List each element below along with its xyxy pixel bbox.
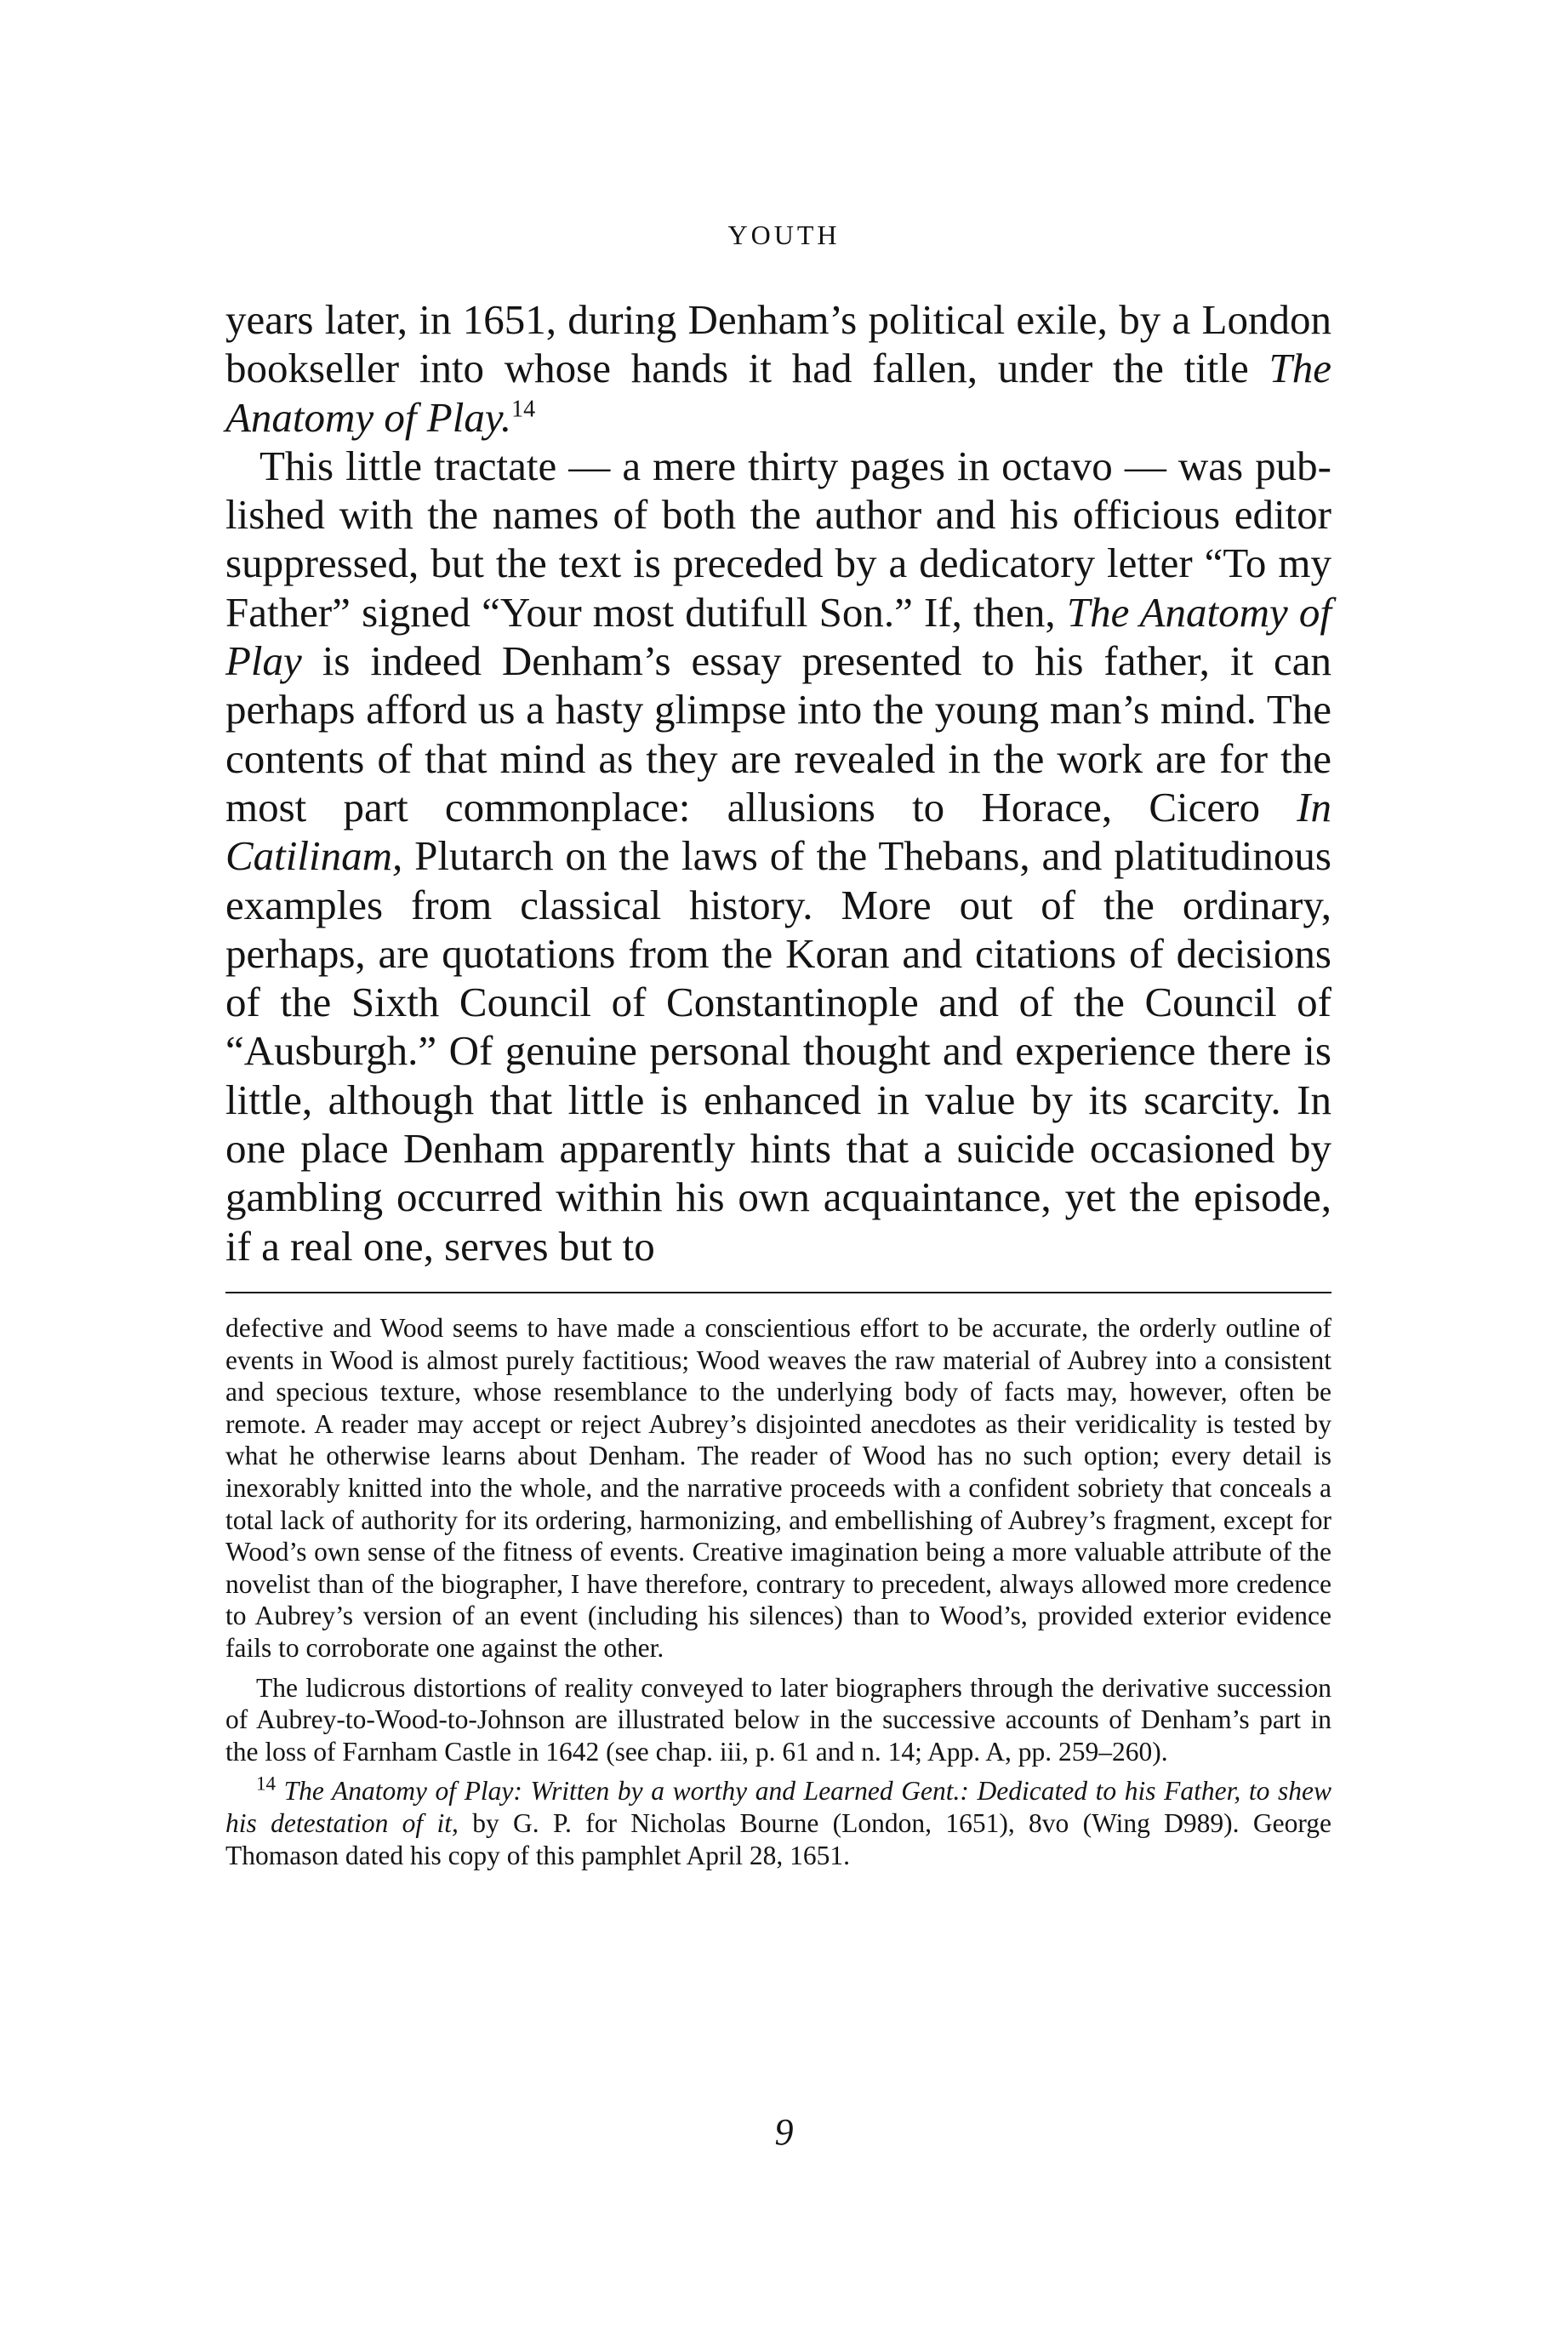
paragraph-2-part-c: Plutarch on the laws of the Thebans, and platitudinous examples from classical history. More out of the ordinary, perhaps, are quotations from the Koran and citations of decisions of the Sixth Council of Constantinople and of the Council of “Ausburgh.” Of genuine personal thought and experience there is little, although that little is enhanced in value by its scarcity. In one place Denham apparently hints that a suicide occasioned by gambling occurred within his own acquaintance, yet the episode, if a real one, serves but to: [225, 832, 1331, 1270]
footnote-reference-14: 14: [511, 396, 536, 423]
work-title-catilinam: In Catilinam,: [225, 783, 1331, 880]
footnote-14: [225, 1775, 1331, 1871]
footnotes: [225, 1312, 1331, 1871]
footnote-14-title: The Anatomy of Play: Written by a worthy and Learned Gent.: Dedicated to his Father, to shew his detestation of it,: [225, 1776, 1332, 1838]
footnote-14-text: by G. P. for Nicholas Bourne (London, 1651), 8vo (Wing D989). George Thomason dated his copy of this pamphlet April 28, 1651.: [225, 1807, 1331, 1870]
paragraph-1: [225, 295, 1331, 442]
main-text: [225, 295, 1331, 1270]
book-title: The Anatomy of Play.: [225, 345, 1331, 441]
running-head: YOUTH: [727, 220, 841, 250]
footnote-number-14: 14: [256, 1773, 276, 1795]
footnote-continuation: defective and Wood seems to have made a conscientious effort to be accurate, the orderly outline of events in Wood is almost purely factitious; Wood weaves the raw material of Aubrey into a consistent and specious texture, whose resemblance to the underlying body of facts may, however, often be remote. A reader may accept or reject Aubrey’s disjointed anecdotes as their veridicality is tested by what he otherwise learns about Denham. The reader of Wood has no such option; every detail is inexorably knitted into the whole, and the narrative proceeds with a confident sobriety that conceals a total lack of authority for its ordering, harmonizing, and embellishing of Aubrey’s fragment, except for Wood’s own sense of the fitness of events. Creative imagination being a more valuable attribute of the novelist than of the biographer, I have therefore, contrary to precedent, always allowed more credence to Aubrey’s version of an event (including his silences) than to Wood’s, provided exterior evidence fails to corroborate one against the other.: [225, 1313, 1331, 1663]
paragraph-2-part-a: This little tractate — a mere thirty pages in octavo — was published with the names of both the author and his officious editor suppressed, but the text is preceded by a dedicatory letter “To my Father” signed “Your most dutifull Son.” If, then,: [225, 442, 1331, 636]
footnote-paragraph-2: The ludicrous distortions of reality conveyed to later biographers through the derivative succession of Aubrey-to-Wood-to-Johnson are illustrated below in the successive accounts of Denham’s part in the loss of Farnham Castle in 1642 (see chap. iii, p. 61 and n. 14; App. A, pp. 259–260).: [225, 1672, 1331, 1767]
page-number: 9: [774, 2111, 794, 2153]
footnote-rule: [225, 1292, 1331, 1293]
paragraph-1-text: years later, in 1651, during Denham’s political exile, by a London bookseller into whose hands it had fallen, under the title: [225, 296, 1331, 392]
paragraph-2-part-b: is indeed Denham’s essay presented to his father, it can perhaps afford us a hasty glimpse into the young man’s mind. The contents of that mind as they are revealed in the work are for the most part commonplace: allusions to Horace, Cicero: [225, 637, 1331, 831]
paragraph-2: [225, 442, 1331, 1270]
book-title-2: The Anatomy of Play: [225, 588, 1331, 685]
